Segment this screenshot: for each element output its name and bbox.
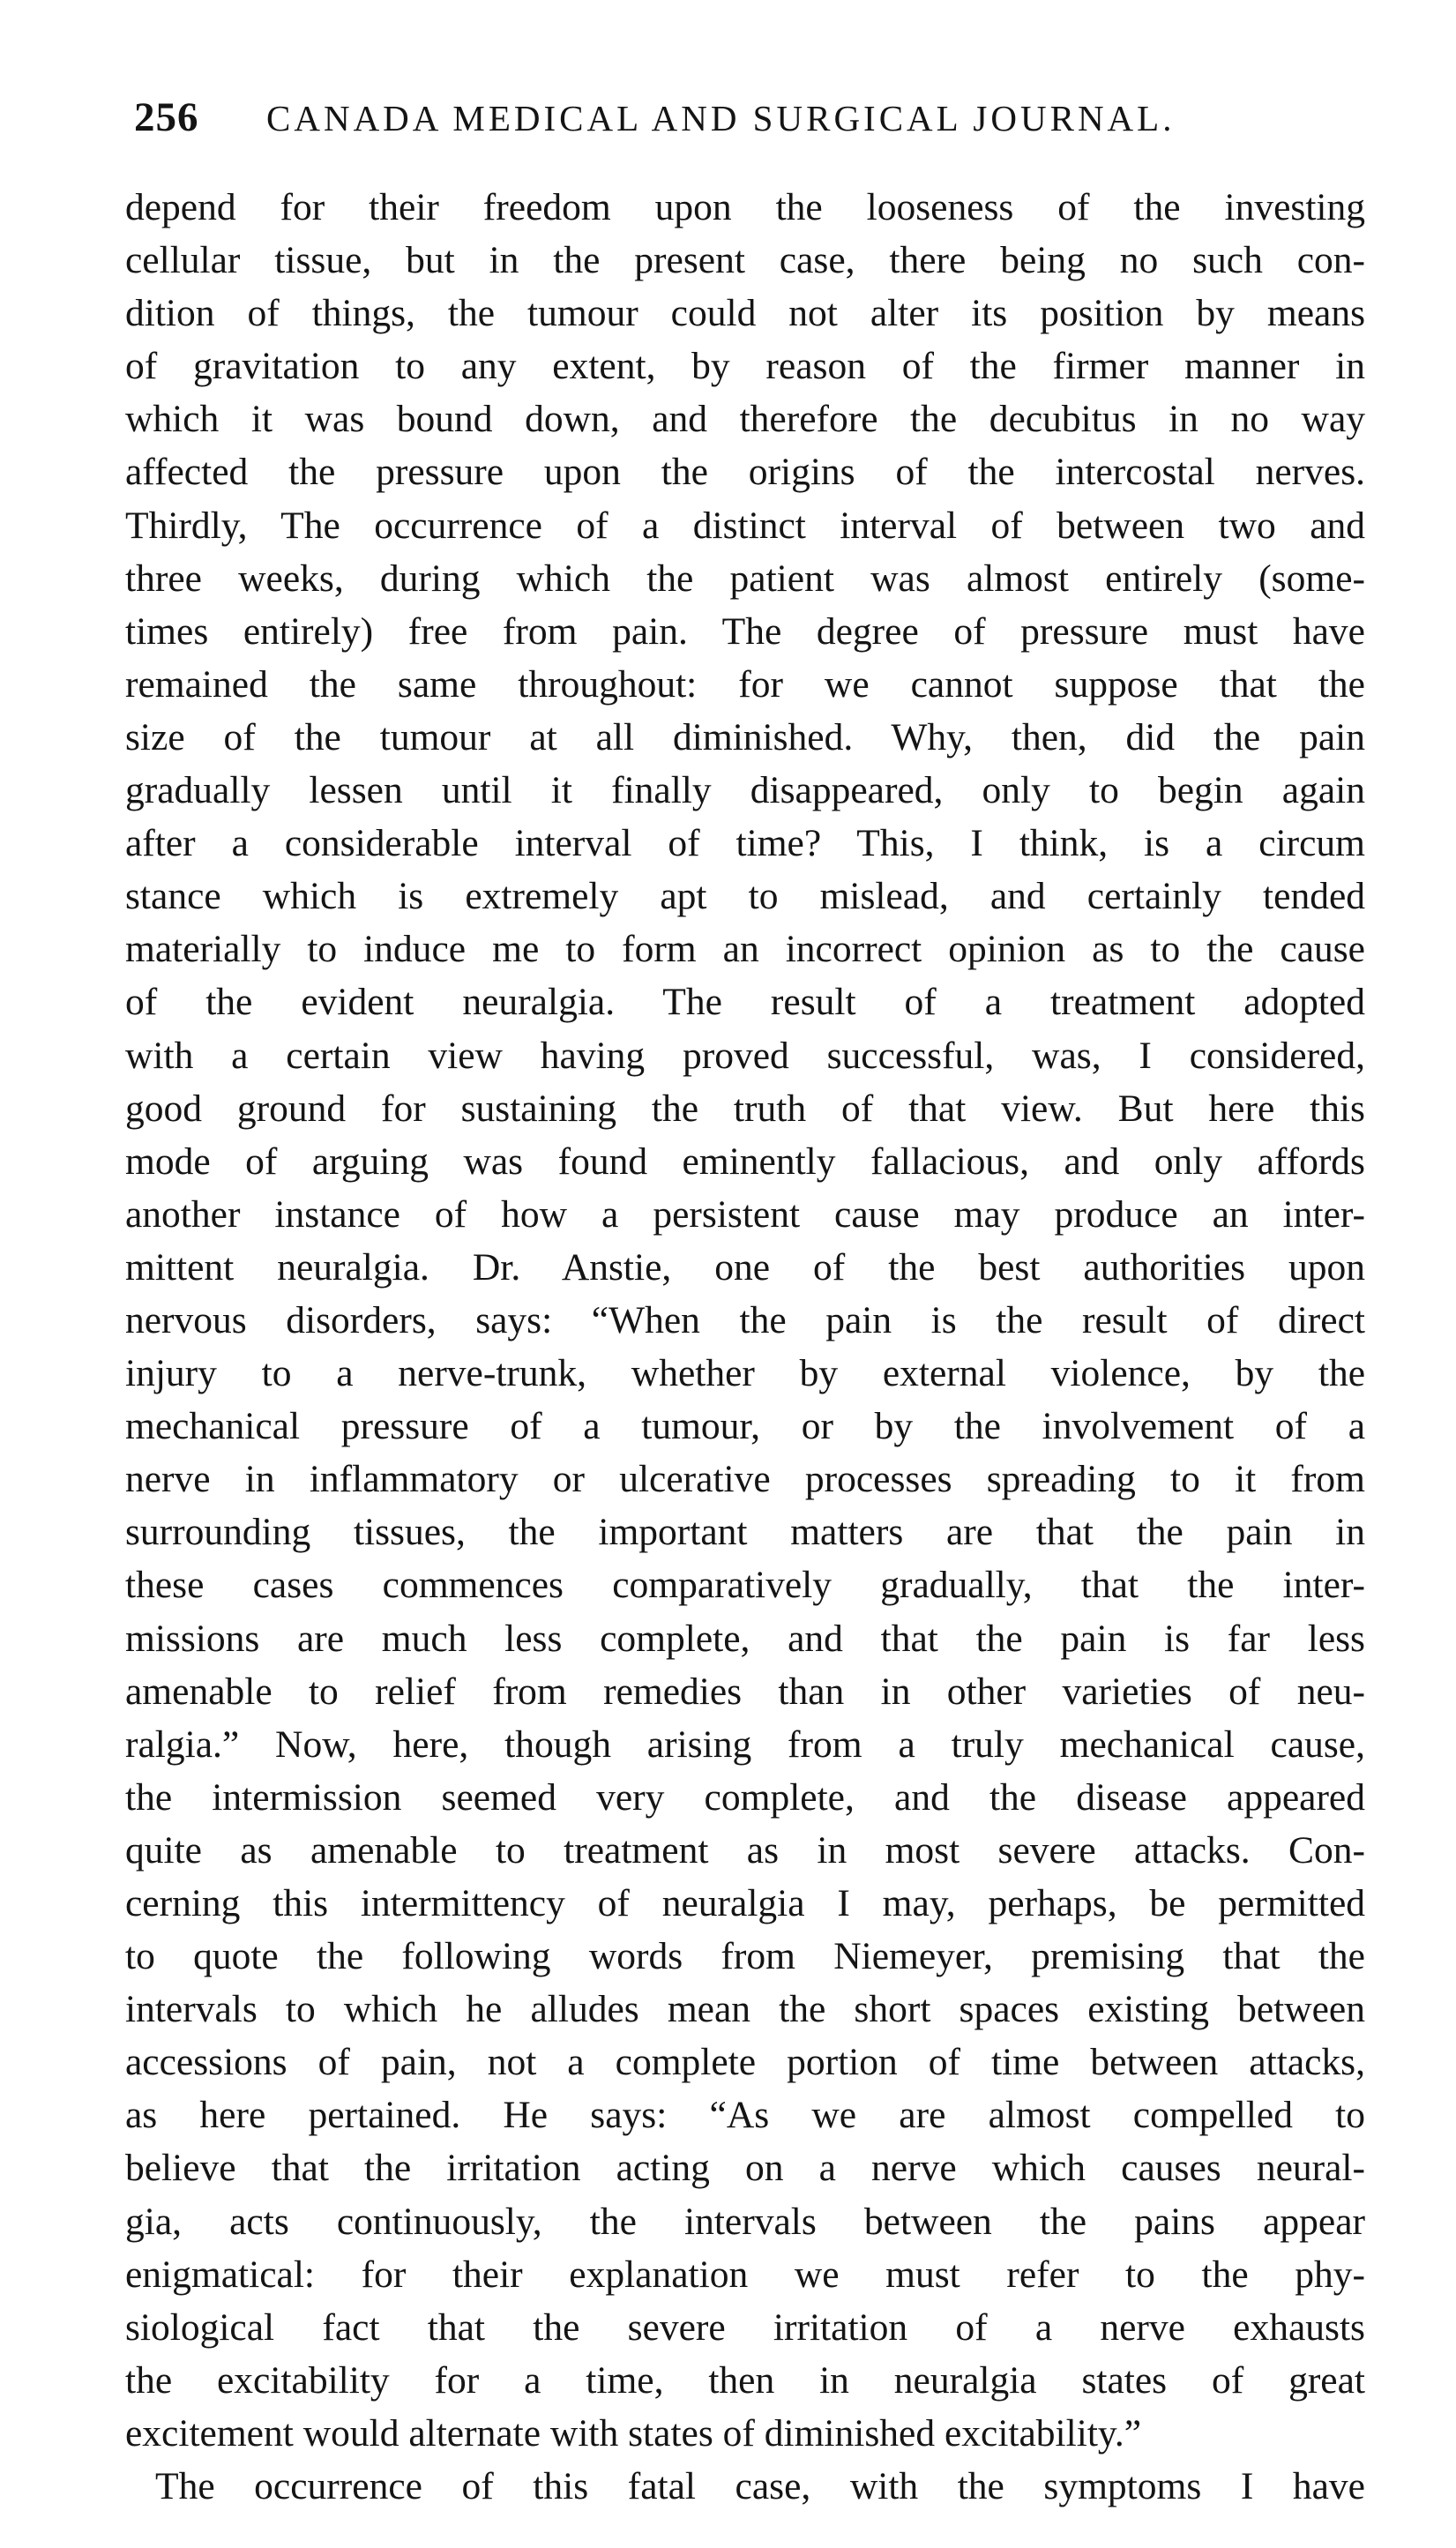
text-line: ralgia.” Now, here, though arising from a truly mechanical cause, — [125, 1722, 1365, 1766]
text-line: gradually lessen until it finally disappeared, only to begin again — [125, 769, 1365, 812]
text-line: The occurrence of this fatal case, with the symptoms I have — [155, 2465, 1365, 2508]
text-line: excitement would alternate with states of diminished excitability.” — [125, 2411, 1142, 2455]
text-line: affected the pressure upon the origins of the intercostal nerves. — [125, 451, 1365, 494]
text-line: remained the same throughout: for we cannot suppose that the — [125, 662, 1365, 706]
text-line: amenable to relief from remedies than in other varieties of neu- — [125, 1670, 1365, 1713]
text-line: enigmatical: for their explanation we must refer to the phy- — [125, 2253, 1365, 2296]
text-line: siological fact that the severe irritation of a nerve exhausts — [125, 2305, 1365, 2349]
text-line: accessions of pain, not a complete portion of time between attacks, — [125, 2041, 1365, 2084]
text-line: mode of arguing was found eminently fallacious, and only affords — [125, 1140, 1365, 1183]
text-line: nerve in inflammatory or ulcerative processes spreading to it from — [125, 1458, 1365, 1501]
page-header — [134, 86, 1369, 148]
text-line: to quote the following words from Niemeyer, premising that the — [125, 1935, 1365, 1978]
text-line: size of the tumour at all diminished. Why, then, did the pain — [125, 715, 1365, 758]
text-line: missions are much less complete, and that the pain is far less — [125, 1617, 1365, 1660]
body-text — [125, 181, 1365, 2513]
text-line: injury to a nerve-trunk, whether by external violence, by the — [125, 1352, 1365, 1395]
text-line: dition of things, the tumour could not alter its position by means — [125, 292, 1365, 335]
text-line: the excitability for a time, then in neuralgia states of great — [125, 2358, 1365, 2402]
text-line: with a certain view having proved successful, was, I considered, — [125, 1034, 1365, 1077]
text-line: intervals to which he alludes mean the short spaces existing between — [125, 1988, 1365, 2031]
page-number: 256 — [134, 94, 199, 140]
text-line: mechanical pressure of a tumour, or by the involvement of a — [125, 1405, 1365, 1448]
text-line: after a considerable interval of time? This, I think, is a circum — [125, 822, 1365, 865]
text-line: another instance of how a persistent cause may produce an inter- — [125, 1192, 1365, 1236]
text-line: mittent neuralgia. Dr. Anstie, one of the best authorities upon — [125, 1245, 1365, 1289]
text-line: stance which is extremely apt to mislead, and certainly tended — [125, 875, 1365, 918]
text-line: materially to induce me to form an incorrect opinion as to the cause — [125, 928, 1365, 971]
text-line: as here pertained. He says: “As we are almost compelled to — [125, 2094, 1365, 2137]
text-line: times entirely) free from pain. The degree of pressure must have — [125, 609, 1365, 653]
text-line: believe that the irritation acting on a nerve which causes neural- — [125, 2147, 1365, 2190]
text-line: of the evident neuralgia. The result of a treatment adopted — [125, 981, 1365, 1024]
text-line: depend for their freedom upon the looseness of the investing — [125, 186, 1365, 228]
text-line: gia, acts continuously, the intervals between the pains appear — [125, 2200, 1365, 2243]
text-line: cellular tissue, but in the present case, there being no such con- — [125, 239, 1365, 282]
text-line: good ground for sustaining the truth of that view. But here this — [125, 1087, 1365, 1130]
running-title: CANADA MEDICAL AND SURGICAL JOURNAL. — [266, 98, 1176, 138]
text-line: these cases commences comparatively gradually, that the inter- — [125, 1564, 1365, 1607]
text-line: which it was bound down, and therefore the decubitus in no way — [125, 398, 1365, 441]
text-line: the intermission seemed very complete, and the disease appeared — [125, 1775, 1365, 1819]
text-line: quite as amenable to treatment as in most severe attacks. Con- — [125, 1828, 1365, 1872]
text-line: of gravitation to any extent, by reason of the firmer manner in — [125, 345, 1365, 388]
text-line: three weeks, during which the patient was almost entirely (some- — [125, 557, 1365, 600]
text-line: cerning this intermittency of neuralgia I may, perhaps, be permitted — [125, 1882, 1365, 1924]
text-line: nervous disorders, says: “When the pain is the result of direct — [125, 1298, 1365, 1341]
text-line: surrounding tissues, the important matters are that the pain in — [125, 1511, 1365, 1554]
text-line: Thirdly, The occurrence of a distinct interval of between two and — [125, 504, 1365, 547]
